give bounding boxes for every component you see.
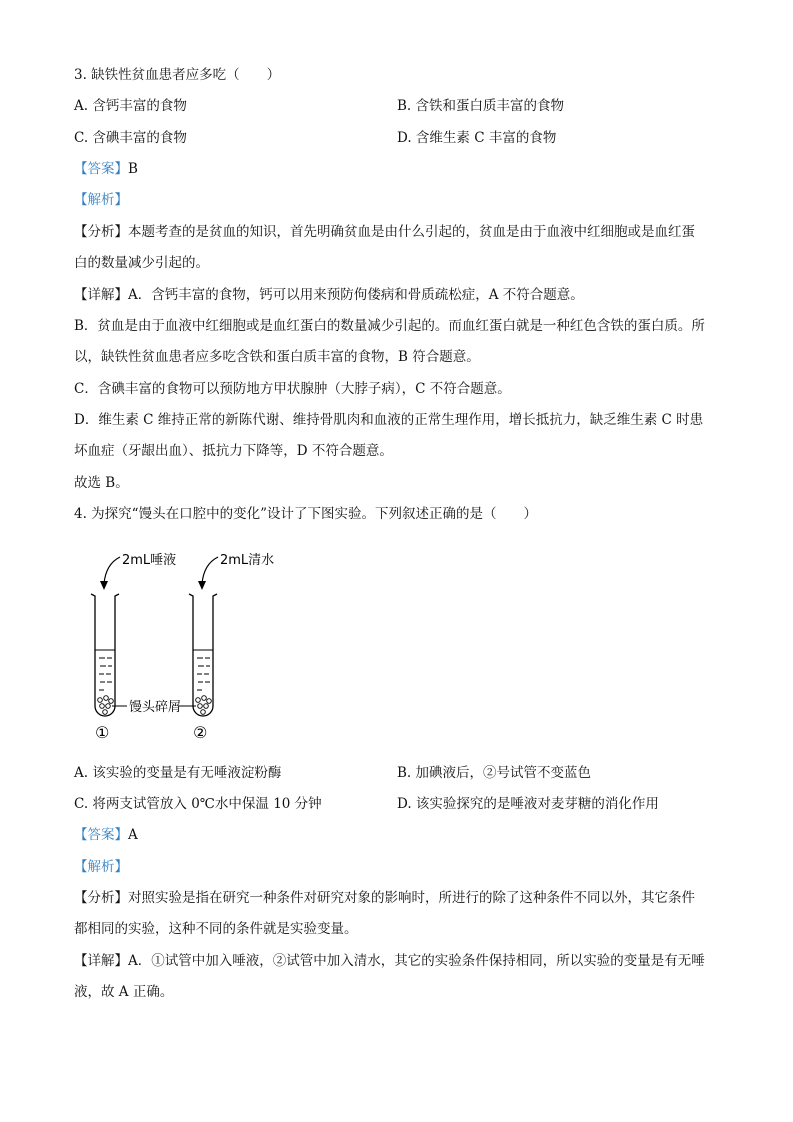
answer-tag: 【答案】 [74, 827, 128, 843]
q3-xiangjie-b1: B．贫血是由于血液中红细胞或是血红蛋白的数量减少引起的。而血红蛋白就是一种红色含铁的蛋白质。所 [74, 318, 705, 334]
q3-option-d: D. 含维生素 C 丰富的食物 [397, 130, 557, 146]
q3-fenxi-line2: 白的数量减少引起的。 [74, 255, 209, 271]
test-tube-1 [91, 594, 119, 716]
tube1-arrow [104, 557, 120, 584]
bread-crumbs-label: 馒头碎屑 [129, 700, 182, 715]
xiangjie-tag: 【详解】 [74, 953, 128, 969]
q4-answer [74, 826, 138, 844]
tube1-label: 2mL唾液 [122, 553, 177, 568]
q3-xiangjie-a [74, 286, 584, 304]
q3-conclusion: 故选 B。 [74, 475, 129, 491]
answer-value: A [128, 827, 138, 843]
tube2-number: ② [193, 723, 208, 742]
q3-xiangjie-d1: D．维生素 C 维持正常的新陈代谢、维持骨肌肉和血液的正常生理作用，增长抵抗力，缺乏维生素 C 时患 [74, 412, 704, 428]
q3-option-b: B. 含铁和蛋白质丰富的食物 [397, 98, 565, 114]
fenxi-tag: 【分析】 [74, 224, 128, 240]
q3-xiangjie-b2: 以，缺铁性贫血患者应多吃含铁和蛋白质丰富的食物，B 符合题意。 [74, 349, 480, 365]
tube2-arrow [202, 557, 218, 584]
q3-analysis-tag: 【解析】 [74, 192, 128, 208]
q4-analysis-tag: 【解析】 [74, 859, 128, 875]
q4-fenxi-line1 [74, 889, 695, 907]
tube2-label: 2mL清水 [220, 553, 275, 568]
q3-option-a: A. 含钙丰富的食物 [74, 98, 187, 114]
q4-option-c: C. 将两支试管放入 0℃水中保温 10 分钟 [74, 796, 322, 812]
q4-xiangjie-a1 [74, 952, 705, 970]
q4-option-d: D. 该实验探究的是唾液对麦芽糖的消化作用 [397, 796, 659, 812]
tube1-number: ① [95, 723, 110, 742]
fenxi-text: 对照实验是指在研究一种条件对研究对象的影响时，所进行的除了这种条件不同以外，其它条件 [128, 890, 695, 906]
q4-xiangjie-a2: 液，故 A 正确。 [74, 984, 174, 1000]
xiangjie-a-text: A．含钙丰富的食物，钙可以用来预防佝偻病和骨质疏松症，A 不符合题意。 [128, 287, 584, 303]
q4-option-b: B. 加碘液后，②号试管不变蓝色 [397, 765, 592, 781]
tube2-arrowhead [198, 581, 206, 590]
q3-option-c: C. 含碘丰富的食物 [74, 130, 187, 146]
q4-option-a: A. 该实验的变量是有无唾液淀粉酶 [74, 765, 282, 781]
q3-xiangjie-d2: 坏血症（牙龈出血）、抵抗力下降等，D 不符合题意。 [74, 443, 393, 459]
xiangjie-tag: 【详解】 [74, 287, 128, 303]
tube1-arrowhead [100, 581, 108, 590]
q4-stem: 4. 为探究“馒头在口腔中的变化”设计了下图实验。下列叙述正确的是（ ） [74, 506, 537, 522]
q3-fenxi-line1 [74, 223, 695, 241]
q3-answer [74, 160, 138, 178]
q3-xiangjie-c: C．含碘丰富的食物可以预防地方甲状腺肿（大脖子病），C 不符合题意。 [74, 381, 511, 397]
test-tube-2 [189, 594, 217, 716]
fenxi-text: 本题考查的是贫血的知识，首先明确贫血是由什么引起的，贫血是由于血液中红细胞或是血红蛋 [128, 224, 695, 240]
experiment-figure [74, 540, 314, 745]
fenxi-tag: 【分析】 [74, 890, 128, 906]
answer-tag: 【答案】 [74, 161, 128, 177]
q3-stem: 3. 缺铁性贫血患者应多吃（ ） [74, 67, 281, 83]
xiangjie-a-text: A．①试管中加入唾液，②试管中加入清水，其它的实验条件保持相同，所以实验的变量是有无唾 [128, 953, 705, 969]
q4-fenxi-line2: 都相同的实验，这种不同的条件就是实验变量。 [74, 921, 358, 937]
answer-value: B [128, 161, 138, 177]
